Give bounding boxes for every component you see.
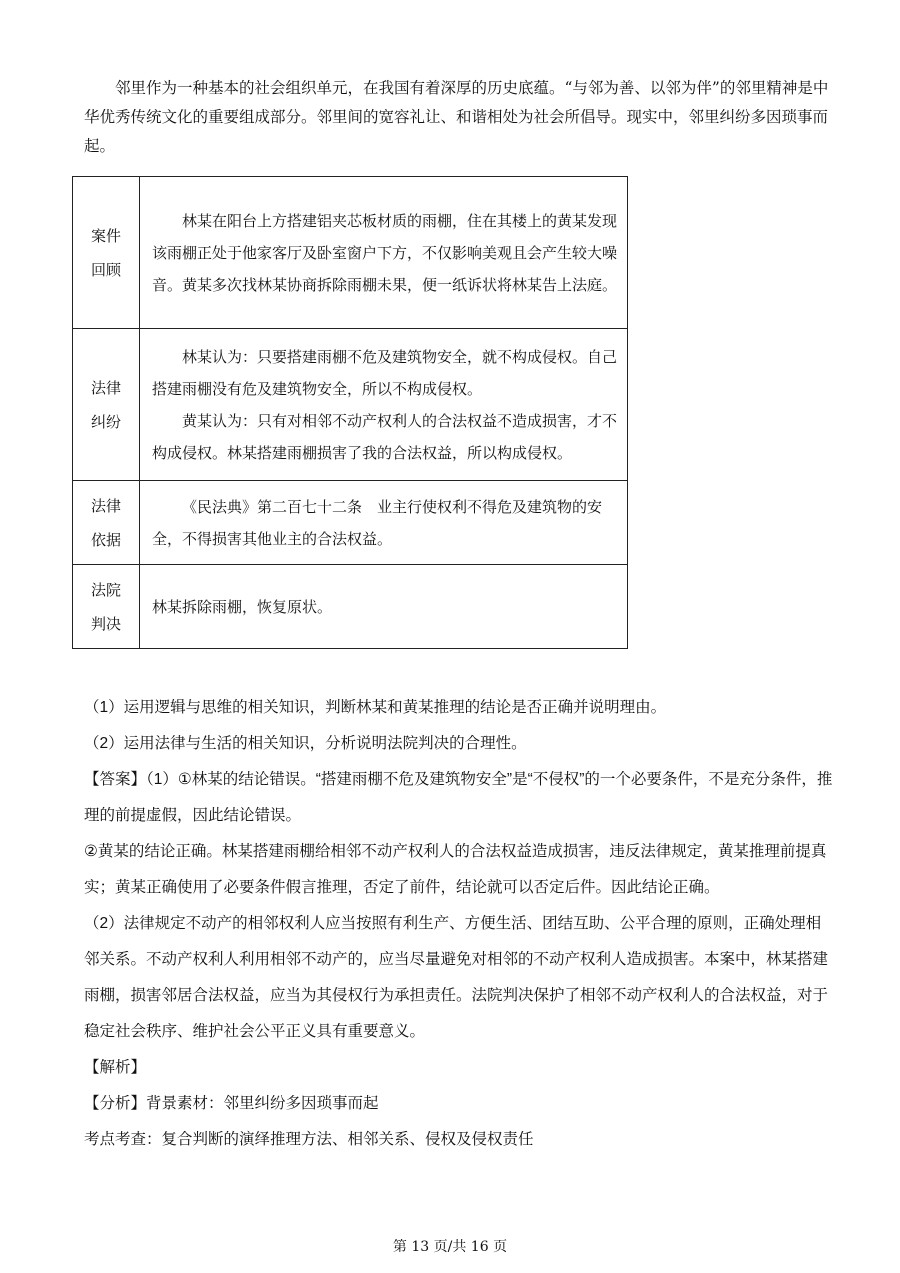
intro-paragraph: 邻里作为一种基本的社会组织单元，在我国有着深厚的历史底蕴。“与邻为善、以邻为伴”的邻里精神是中华优秀传统文化的重要组成部分。邻里间的宽容礼让、和谐相处为社会所倡导。现实中，邻里纠纷多因琐事而起。 xyxy=(84,79,829,155)
huang-opinion-text: 黄某认为：只有对相邻不动产权利人的合法权益不造成损害，才不构成侵权。林某搭建雨棚损害了我的合法权益，所以构成侵权。 xyxy=(152,411,618,462)
table-row xyxy=(73,329,628,481)
page-footer: 第 13 页/共 16 页 xyxy=(392,1239,508,1255)
analysis-key-points: 考点考查：复合判断的演绎推理方法、相邻关系、侵权及侵权责任 xyxy=(84,1131,534,1148)
legal-basis-text: 《民法典》第二百七十二条 业主行使权利不得危及建筑物的安全，不得损害其他业主的合法权益。 xyxy=(152,497,603,548)
answer-part-2: ②黄某的结论正确。林某搭建雨棚给相邻不动产权利人的合法权益造成损害，违反法律规定，黄某推理前提真实；黄某正确使用了必要条件假言推理，否定了前件，结论就可以否定后件。因此结论正确。 xyxy=(84,843,827,896)
row-content xyxy=(140,177,628,329)
row-content xyxy=(140,481,628,565)
row-content xyxy=(140,329,628,481)
row-header: 法院 判决 xyxy=(73,565,140,649)
court-ruling-text: 林某拆除雨棚，恢复原状。 xyxy=(152,597,333,616)
case-review-text: 林某在阳台上方搭建铝夹芯板材质的雨棚，住在其楼上的黄某发现该雨棚正处于他家客厅及卧室窗户下方，不仅影响美观且会产生较大噪音。黄某多次找林某协商拆除雨棚未果，便一纸诉状将林某告上法庭。 xyxy=(152,211,618,294)
row-content xyxy=(140,565,628,649)
question-1: （1）运用逻辑与思维的相关知识，判断林某和黄某推理的结论是否正确并说明理由。 xyxy=(84,699,667,716)
answer-part-1: 【答案】（1）①林某的结论错误。“搭建雨棚不危及建筑物安全”是“不侵权”的一个必要条件，不是充分条件，推理的前提虚假，因此结论错误。 xyxy=(84,771,833,824)
question-2: （2）运用法律与生活的相关知识，分析说明法院判决的合理性。 xyxy=(84,735,527,752)
lin-opinion-text: 林某认为：只要搭建雨棚不危及建筑物安全，就不构成侵权。自己搭建雨棚没有危及建筑物安全，所以不构成侵权。 xyxy=(152,347,618,398)
row-header: 法律 纠纷 xyxy=(73,329,140,481)
row-header: 案件 回顾 xyxy=(73,177,140,329)
table-row xyxy=(73,177,628,329)
table-row xyxy=(73,481,628,565)
analysis-label: 【解析】 xyxy=(84,1059,147,1076)
row-header: 法律 依据 xyxy=(73,481,140,565)
questions-and-answers xyxy=(84,690,834,1158)
case-table xyxy=(72,176,628,649)
answer-part-3: （2）法律规定不动产的相邻权利人应当按照有利生产、方便生活、团结互助、公平合理的原则，正确处理相邻关系。不动产权利人利用相邻不动产的，应当尽量避免对相邻的不动产权利人造成损害。本案中，林某搭建雨棚，损害邻居合法权益，应当为其侵权行为承担责任。法院判决保护了相邻不动产权利人的合法权益，对于稳定社会秩序、维护社会公平正义具有重要意义。 xyxy=(84,915,829,1040)
table-row xyxy=(73,565,628,649)
analysis-background: 【分析】背景素材：邻里纠纷多因琐事而起 xyxy=(84,1095,379,1112)
